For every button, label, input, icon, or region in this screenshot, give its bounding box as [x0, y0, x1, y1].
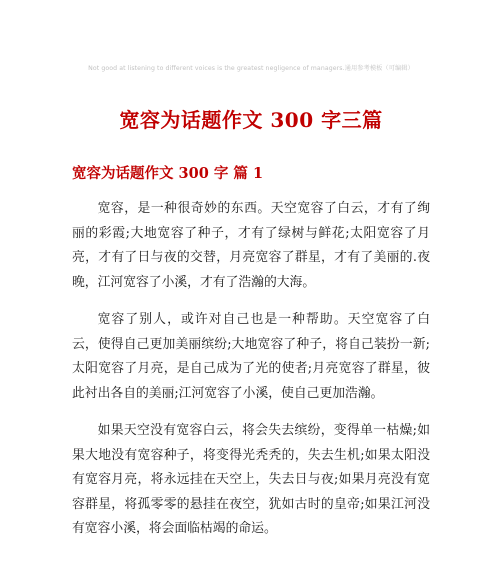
- paragraph-2: 宽容了别人，或许对自己也是一种帮助。天空宽容了白云，使得自己更加美丽缤纷;大地宽容了种子，将自己装扮一新;太阳宽容了月亮，是自己成为了光的使者;月亮宽容了群星，彼此衬出各自的美丽;江河宽容了小溪，使自己更加浩瀚。: [72, 312, 430, 401]
- header-note: Not good at listening to different voices is the greatest negligence of managers.通用参考模板（可编辑）: [88, 65, 414, 72]
- paragraph-1: 宽容，是一种很奇妙的东西。天空宽容了白云，才有了绚丽的彩霞;大地宽容了种子，才有了绿树与鲜花;太阳宽容了月亮，才有了日与夜的交替，月亮宽容了群星，才有了美丽的.夜晚，江河宽容了小溪，才有了浩瀚的大海。: [72, 201, 430, 290]
- section-title: 宽容为话题作文 300 字 篇 1: [72, 165, 264, 182]
- document-title: 宽容为话题作文 300 字三篇: [119, 108, 383, 132]
- paragraph-3: 如果天空没有宽容白云，将会失去缤纷，变得单一枯燥;如果大地没有宽容种子，将变得光秃秃的，失去生机;如果太阳没有宽容月亮，将永远挂在天空上，失去日与夜;如果月亮没有宽容群星，将孤零零的悬挂在夜空，犹如古时的皇帝;如果江河没有宽容小溪，将会面临枯竭的命运。: [72, 423, 430, 536]
